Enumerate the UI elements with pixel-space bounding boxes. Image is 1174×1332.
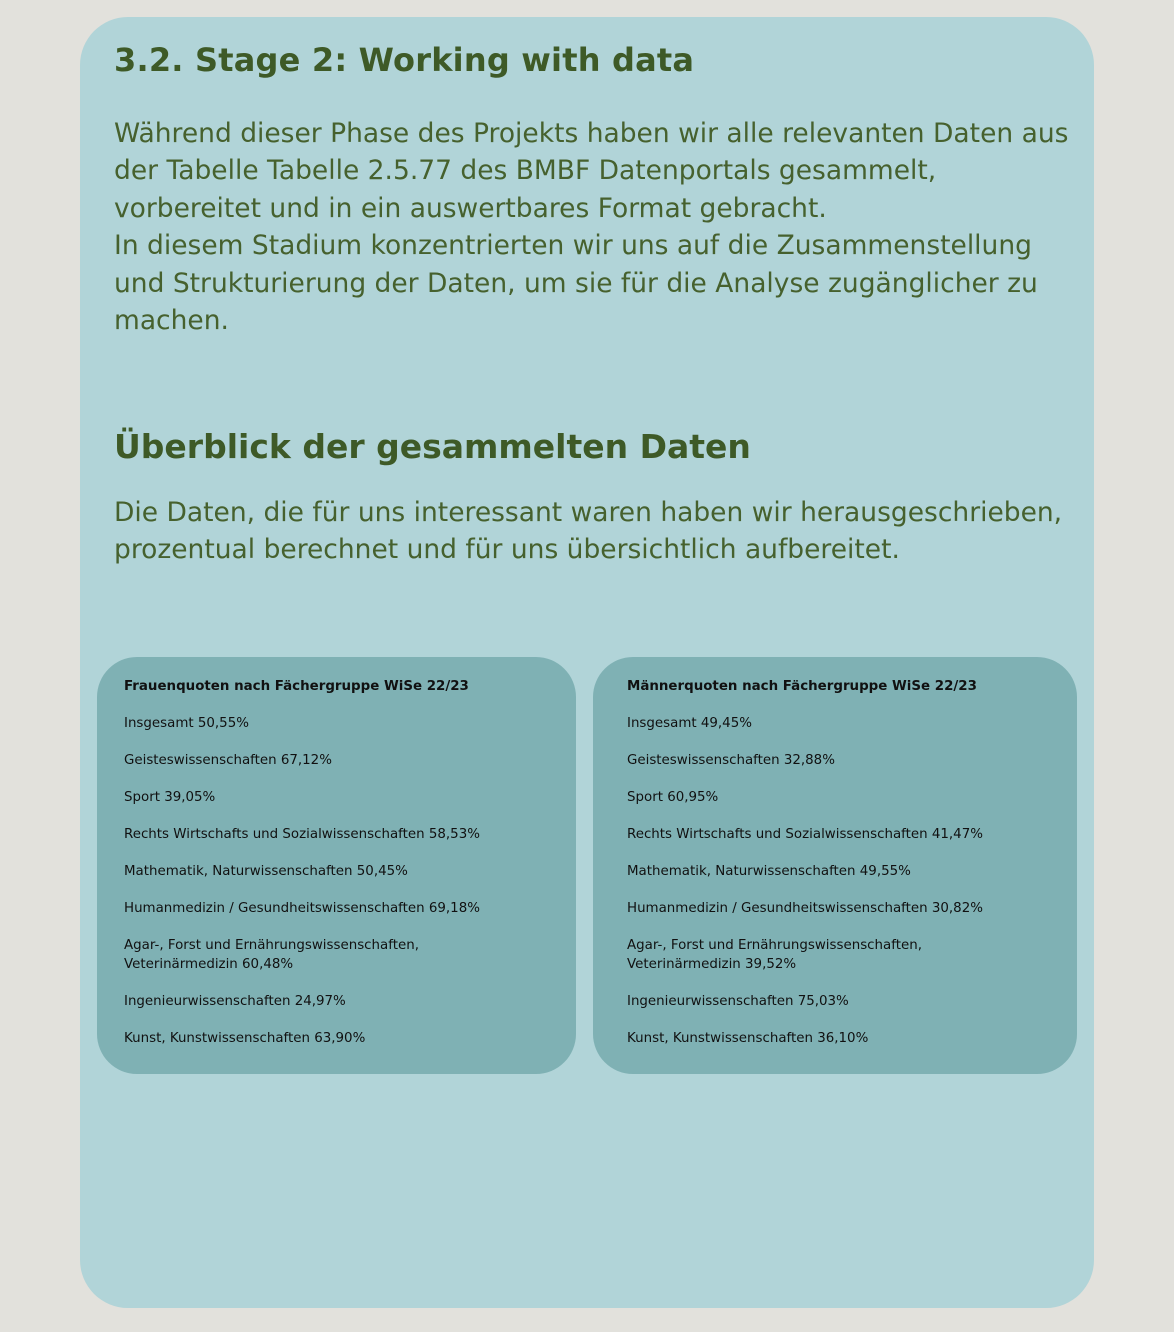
list-item: Kunst, Kunstwissenschaften 36,10% [627,1031,869,1046]
intro-text [114,115,1074,339]
intro-paragraph-2: In diesem Stadium konzentrierten wir uns auf die Zusammenstellung und Strukturierung der Daten, um sie für die Analyse zugänglicher zu machen. [114,230,1038,337]
content-card [80,17,1094,1308]
list-item: Humanmedizin / Gesundheitswissenschaften 30,82% [627,901,983,916]
women-quota-title: Frauenquoten nach Fächergruppe WiSe 22/23 [124,679,469,694]
men-quota-list [627,714,1051,1048]
list-item: Mathematik, Naturwissenschaften 49,55% [627,864,911,879]
overview-title: Überblick der gesammelten Daten [114,427,751,466]
women-quota-list [124,714,550,1048]
men-quota-title: Männerquoten nach Fächergruppe WiSe 22/23 [627,679,977,694]
list-item: Sport 39,05% [124,790,216,805]
list-item: Insgesamt 49,45% [627,716,752,731]
women-quota-box [97,657,576,1074]
list-item: Humanmedizin / Gesundheitswissenschaften 69,18% [124,901,480,916]
section-title: 3.2. Stage 2: Working with data [114,41,695,79]
list-item: Agar-, Forst und Ernährungswissenschaften, Veterinärmedizin 60,48% [124,938,419,972]
list-item: Ingenieurwissenschaften 24,97% [124,994,346,1009]
list-item: Mathematik, Naturwissenschaften 50,45% [124,864,408,879]
overview-text: Die Daten, die für uns interessant waren haben wir herausgeschrieben, prozentual berechnet und für uns übersichtlich aufbereitet. [114,497,1063,566]
men-quota-box [593,657,1077,1074]
list-item: Rechts Wirtschafts und Sozialwissenschaften 41,47% [627,827,983,842]
list-item: Rechts Wirtschafts und Sozialwissenschaften 58,53% [124,827,480,842]
list-item: Ingenieurwissenschaften 75,03% [627,994,849,1009]
list-item: Geisteswissenschaften 67,12% [124,753,332,768]
list-item: Agar-, Forst und Ernährungswissenschaften, Veterinärmedizin 39,52% [627,938,922,972]
list-item: Kunst, Kunstwissenschaften 63,90% [124,1031,366,1046]
intro-paragraph-1: Während dieser Phase des Projekts haben wir alle relevanten Daten aus der Tabelle Tabelle 2.5.77 des BMBF Datenportals gesammelt, vorbereitet und in ein auswertbares Format gebracht. [114,118,1069,224]
list-item: Sport 60,95% [627,790,719,805]
list-item: Geisteswissenschaften 32,88% [627,753,835,768]
list-item: Insgesamt 50,55% [124,716,249,731]
